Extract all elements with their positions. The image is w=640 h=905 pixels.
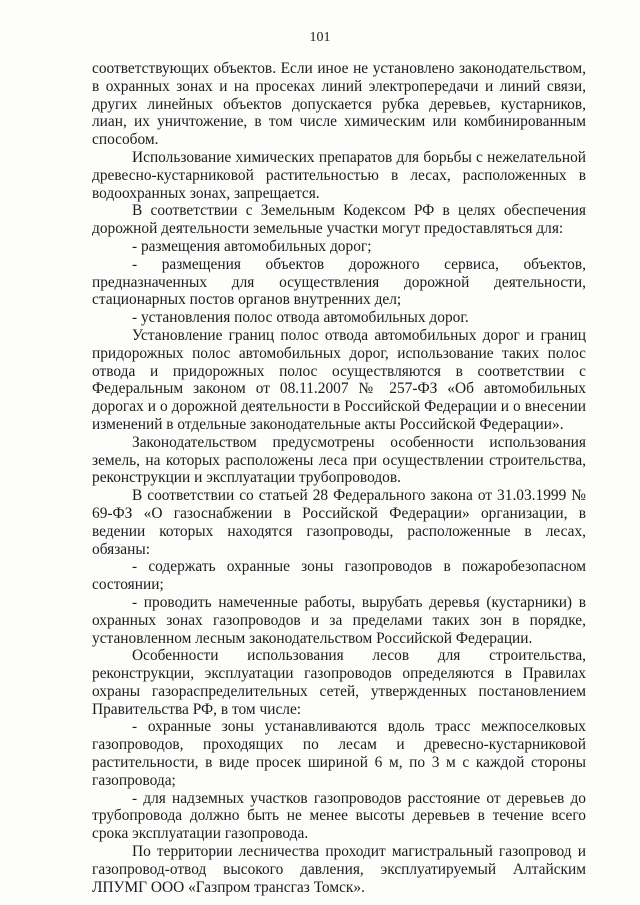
paragraph-land-code: В соответствии с Земельным Кодексом РФ в целях обеспечения дорожной деятельности земельные участки могут предоставляться для: bbox=[92, 202, 586, 238]
list-item-road-service: - размещения объектов дорожного сервиса, объектов, предназначенных для осуществления дорожной деятельности, стационарных постов органов внутренних дел; bbox=[92, 255, 586, 309]
list-item-overground: - для надземных участков газопроводов расстояние от деревьев до трубопровода должно быть не менее высоты деревьев в течение всего срока эксплуатации газопровода. bbox=[92, 789, 586, 843]
paragraph-chemicals: Использование химических препаратов для борьбы с нежелательной древесно-кустарниковой растительностью в лесах, расположенных в водоохранных зонах, запрещается. bbox=[92, 148, 586, 202]
paragraph-continuation: соответствующих объектов. Если иное не установлено законодательством, в охранных зонах и на просеках линий электропередачи и линий связи, других линейных объектов допускается рубка деревьев, кустарников, лиан, их уничтожение, в том числе химическим или комбинированным способом. bbox=[92, 60, 586, 149]
page-number: 101 bbox=[309, 30, 331, 45]
paragraph-gas-rules: Особенности использования лесов для строительства, реконструкции, эксплуатации газопроводов определяются в Правилах охраны газораспределительных сетей, утвержденных постановлением Правительства РФ, в том числе: bbox=[92, 647, 586, 718]
list-item-protection-zones: - охранные зоны устанавливаются вдоль трасс межпоселковых газопроводов, проходящих по лесам и древесно-кустарниковой растительности, в виде просек шириной 6 м, по 3 м с каждой стороны газопровода; bbox=[92, 718, 586, 789]
paragraph-pipelines: Законодательством предусмотрены особенности использования земель, на которых расположены леса при осуществлении строительства, реконструкции и эксплуатации трубопроводов. bbox=[92, 433, 586, 487]
list-item-fire-safety: - содержать охранные зоны газопроводов в пожаробезопасном состоянии; bbox=[92, 558, 586, 594]
paragraph-main-pipeline: По территории лесничества проходит магистральный газопровод и газопровод-отвод высокого давления, эксплуатируемый Алтайским ЛПУМГ ООО «Газпром трансгаз Томск». bbox=[92, 843, 586, 896]
list-item-roads: - размещения автомобильных дорог; bbox=[132, 237, 372, 255]
list-item-works: - проводить намеченные работы, вырубать деревья (кустарники) в охранных зонах газопроводов и за пределами таких зон в порядке, установленном лесным законодательством Российской Федерации. bbox=[92, 593, 586, 647]
list-item-right-of-way: - установления полос отвода автомобильных дорог. bbox=[132, 309, 469, 327]
paragraph-road-boundaries: Установление границ полос отвода автомобильных дорог и границ придорожных полос автомобильных дорог, использование таких полос отвода и придорожных полос осуществляются в соответствии с Федеральным законом от 08.11.2007 № 257-ФЗ «Об автомобильных дорогах и о дорожной деятельности в Российской Федерации и о внесении изменений в отдельные законодательные акты Российской Федерации». bbox=[92, 326, 586, 433]
document-body bbox=[92, 60, 586, 896]
paragraph-gas-supply-law: В соответствии со статьей 28 Федерального закона от 31.03.1999 № 69-ФЗ «О газоснабжении в Российской Федерации» организации, в ведении которых находятся газопроводы, расположенные в лесах, обязаны: bbox=[92, 487, 586, 558]
